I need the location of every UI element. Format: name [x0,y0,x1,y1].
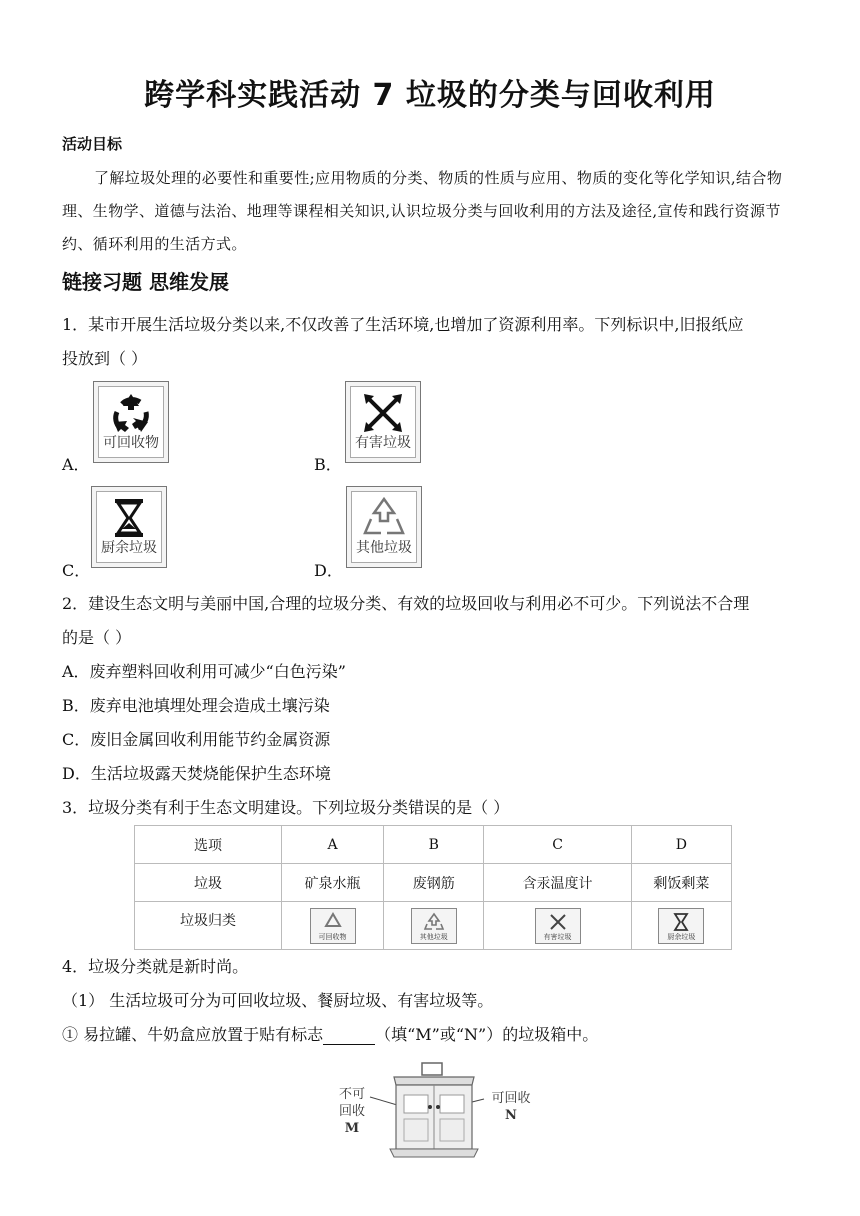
mini-label: 其他垃圾 [419,932,448,941]
table-cell: 垃圾 [135,864,282,902]
label-n-letter: N [505,1108,517,1123]
hazard-icon [360,390,406,436]
q2-option-b[interactable]: B．废弃电池填埋处理会造成土壤污染 [62,696,330,715]
mini-label: 厨余垃圾 [667,932,696,941]
table-cell [384,902,484,950]
label-n-line1: 可回收 [491,1091,531,1106]
table-cell: 选项 [135,826,282,864]
q1-stem-line2: 投放到（ ） [62,349,148,368]
q1-stem-line1: 1．某市开展生活垃圾分类以来,不仅改善了生活环境,也增加了资源利用率。下列标识中,旧报纸应 [62,315,744,334]
table-cell: 矿泉水瓶 [281,864,383,902]
trash-bin-icon [334,1055,544,1167]
q1-option-b-letter[interactable]: B． [314,455,342,474]
table-cell: C [484,826,631,864]
q2-stem-line2: 的是（ ） [62,628,132,647]
table-cell [281,902,383,950]
hourglass-icon [106,495,152,541]
hourglass-icon [658,908,704,944]
table-cell: 垃圾归类 [135,902,282,950]
q4-sub1: （1） 生活垃圾可分为可回收垃圾、餐厨垃圾、有害垃圾等。 [62,991,494,1010]
goal-heading: 活动目标 [62,135,123,153]
q2-option-c[interactable]: C．废旧金属回收利用能节约金属资源 [62,730,331,749]
table-row [135,864,732,902]
table-cell: 含汞温度计 [484,864,631,902]
table-cell: 剩饭剩菜 [631,864,731,902]
table-cell [484,902,631,950]
q2-option-a[interactable]: A．废弃塑料回收利用可减少“白色污染” [62,662,346,681]
q1-option-d-letter[interactable]: D． [314,561,343,580]
table-cell: A [281,826,383,864]
q4-stem: 4．垃圾分类就是新时尚。 [62,957,249,976]
q1-option-c-label: 厨余垃圾 [101,540,157,556]
label-m-line1: 不可 [338,1087,365,1102]
other-waste-icon [361,495,407,541]
table-cell: 废钢筋 [384,864,484,902]
page-title: 跨学科实践活动 7 垃圾的分类与回收利用 [144,78,716,113]
table-row [135,826,732,864]
hazard-icon [535,908,581,944]
q2-stem-line1: 2．建设生态文明与美丽中国,合理的垃圾分类、有效的垃圾回收与利用必不可少。下列说法不合理 [62,594,750,613]
q1-option-c-letter[interactable]: C． [62,561,91,580]
recycle-icon [108,390,154,436]
section-heading: 链接习题 思维发展 [62,270,229,294]
q1-option-b-label: 有害垃圾 [355,435,411,451]
q4-item1-post: （填“M”或“N”）的垃圾箱中。 [375,1025,599,1044]
recycle-icon [310,908,356,944]
q4-item1-pre: ① 易拉罐、牛奶盒应放置于贴有标志 [62,1025,324,1044]
mini-label: 有害垃圾 [543,932,572,941]
q1-option-d-sign[interactable] [346,486,422,568]
q3-table [134,825,732,950]
q1-option-a-sign[interactable] [93,381,169,463]
q4-item1 [62,1022,598,1045]
q1-option-a-label: 可回收物 [103,435,159,451]
label-m-letter: M [344,1121,360,1136]
q2-option-d[interactable]: D．生活垃圾露天焚烧能保护生态环境 [62,764,331,783]
q1-option-a-letter[interactable]: A． [62,455,90,474]
label-m-line2: 回收 [338,1104,365,1119]
table-row [135,902,732,950]
trash-bin-figure [334,1055,544,1167]
q3-stem: 3．垃圾分类有利于生态文明建设。下列垃圾分类错误的是（ ） [62,798,510,817]
table-cell: D [631,826,731,864]
q1-option-d-label: 其他垃圾 [356,540,412,556]
answer-blank[interactable] [323,1030,375,1045]
q1-option-c-sign[interactable] [91,486,167,568]
goal-paragraph: 了解垃圾处理的必要性和重要性;应用物质的分类、物质的性质与应用、物质的变化等化学知识,结合物理、生物学、道德与法治、地理等课程相关知识,认识垃圾分类与回收利用的方法及途径,宣传和践行资源节约、循环利用的生活方式。 [62,169,783,253]
table-cell: B [384,826,484,864]
mini-label: 可回收物 [318,932,347,941]
q1-option-b-sign[interactable] [345,381,421,463]
other-waste-icon [411,908,457,944]
table-cell [631,902,731,950]
